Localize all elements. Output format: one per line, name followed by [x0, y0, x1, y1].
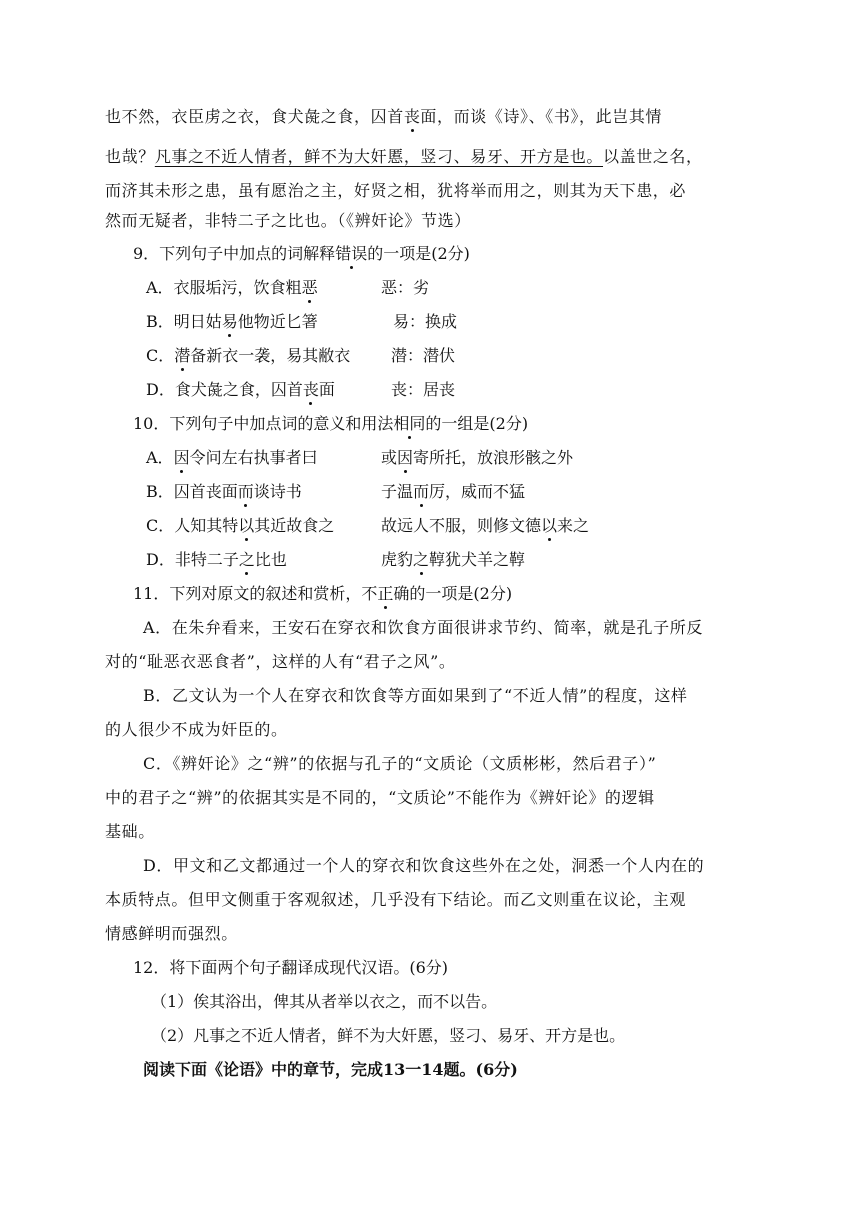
question-11-stem: 11．下列对原文的叙述和赏析，不正确的一项是(2分): [133, 584, 513, 603]
q10-option-b: B．囚首丧面而谈诗书 子温而厉，威而不猛: [146, 482, 526, 501]
question-12-stem: 12．将下面两个句子翻译成现代汉语。(6分): [133, 958, 449, 977]
q9-option-c: C．潜备新衣一袭，易其敝衣 潜：潜伏: [146, 346, 456, 365]
passage-line-2: 也哉？凡事之不近人情者，鲜不为大奸慝，竖刁、易牙、开方是也。以盖世之名，: [105, 147, 703, 166]
q9-option-b: B．明日姑易他物近匕箸 易：换成: [146, 312, 458, 331]
q11-option-d-line-3: 情感鲜明而强烈。: [105, 924, 238, 943]
q11-option-b-line-2: 的人很少不成为奸臣的。: [105, 720, 288, 739]
q10-option-d: D．非特二子之比也 虎豹之鞟犹犬羊之鞟: [146, 550, 526, 569]
q10-option-c: C．人知其特以其近故食之 故远人不服，则修文德以来之: [146, 516, 590, 535]
question-10-stem: 10．下列句子中加点词的意义和用法相同的一组是(2分): [133, 414, 529, 433]
q11-option-c-line-3: 基础。: [105, 822, 155, 841]
q11-option-c-line-1: C．《辨奸论》之“辨”的依据与孔子的“文质论（文质彬彬，然后君子）”: [143, 754, 657, 773]
passage-line-4: 然而无疑者，非特二子之比也。（《辨奸论》节选）: [105, 211, 471, 230]
q11-option-c-line-2: 中的君子之“辨”的依据其实是不同的，“文质论”不能作为《辨奸论》的逻辑: [105, 788, 655, 807]
question-9-stem: 9．下列句子中加点的词解释错误的一项是(2分): [133, 244, 470, 263]
q12-sentence-2: （2）凡事之不近人情者，鲜不为大奸慝，竖刁、易牙、开方是也。: [151, 1026, 626, 1045]
section-heading: 阅读下面《论语》中的章节，完成13一14题。(6分): [143, 1060, 518, 1079]
q12-sentence-1: （1）俟其浴出，俾其从者举以衣之，而不以告。: [151, 992, 498, 1011]
q9-option-a: A．衣服垢污，饮食粗恶 恶：劣: [146, 278, 430, 297]
passage-line-1: 也不然，衣臣虏之衣，食犬彘之食，囚首丧面，而谈《诗》、《书》，此岂其情: [105, 107, 663, 126]
q11-option-d-line-1: D．甲文和乙文都通过一个人的穿衣和饮食这些外在之处，洞悉一个人内在的: [143, 856, 705, 875]
q11-option-b-line-1: B．乙文认为一个人在穿衣和饮食等方面如果到了“不近人情”的程度，这样: [143, 686, 688, 705]
passage-line-3: 而济其未形之患，虽有愿治之主，好贤之相，犹将举而用之，则其为天下患，必: [105, 181, 687, 200]
q10-option-a: A．因令问左右执事者曰 或因寄所托，放浪形骸之外: [146, 448, 574, 467]
underlined-sentence: 凡事之不近人情者，鲜不为大奸慝，竖刁、易牙、开方是也。: [154, 147, 604, 166]
q9-option-d: D．食犬彘之食，囚首丧面 丧：居丧: [146, 380, 456, 399]
q11-option-a-line-2: 对的“耻恶衣恶食者”，这样的人有“君子之风”。: [105, 652, 456, 671]
q11-option-d-line-2: 本质特点。但甲文侧重于客观叙述，几乎没有下结论。而乙文则重在议论，主观: [105, 890, 687, 909]
q11-option-a-line-1: A．在朱弁看来，王安石在穿衣和饮食方面很讲求节约、简率，就是孔子所反: [143, 618, 703, 637]
